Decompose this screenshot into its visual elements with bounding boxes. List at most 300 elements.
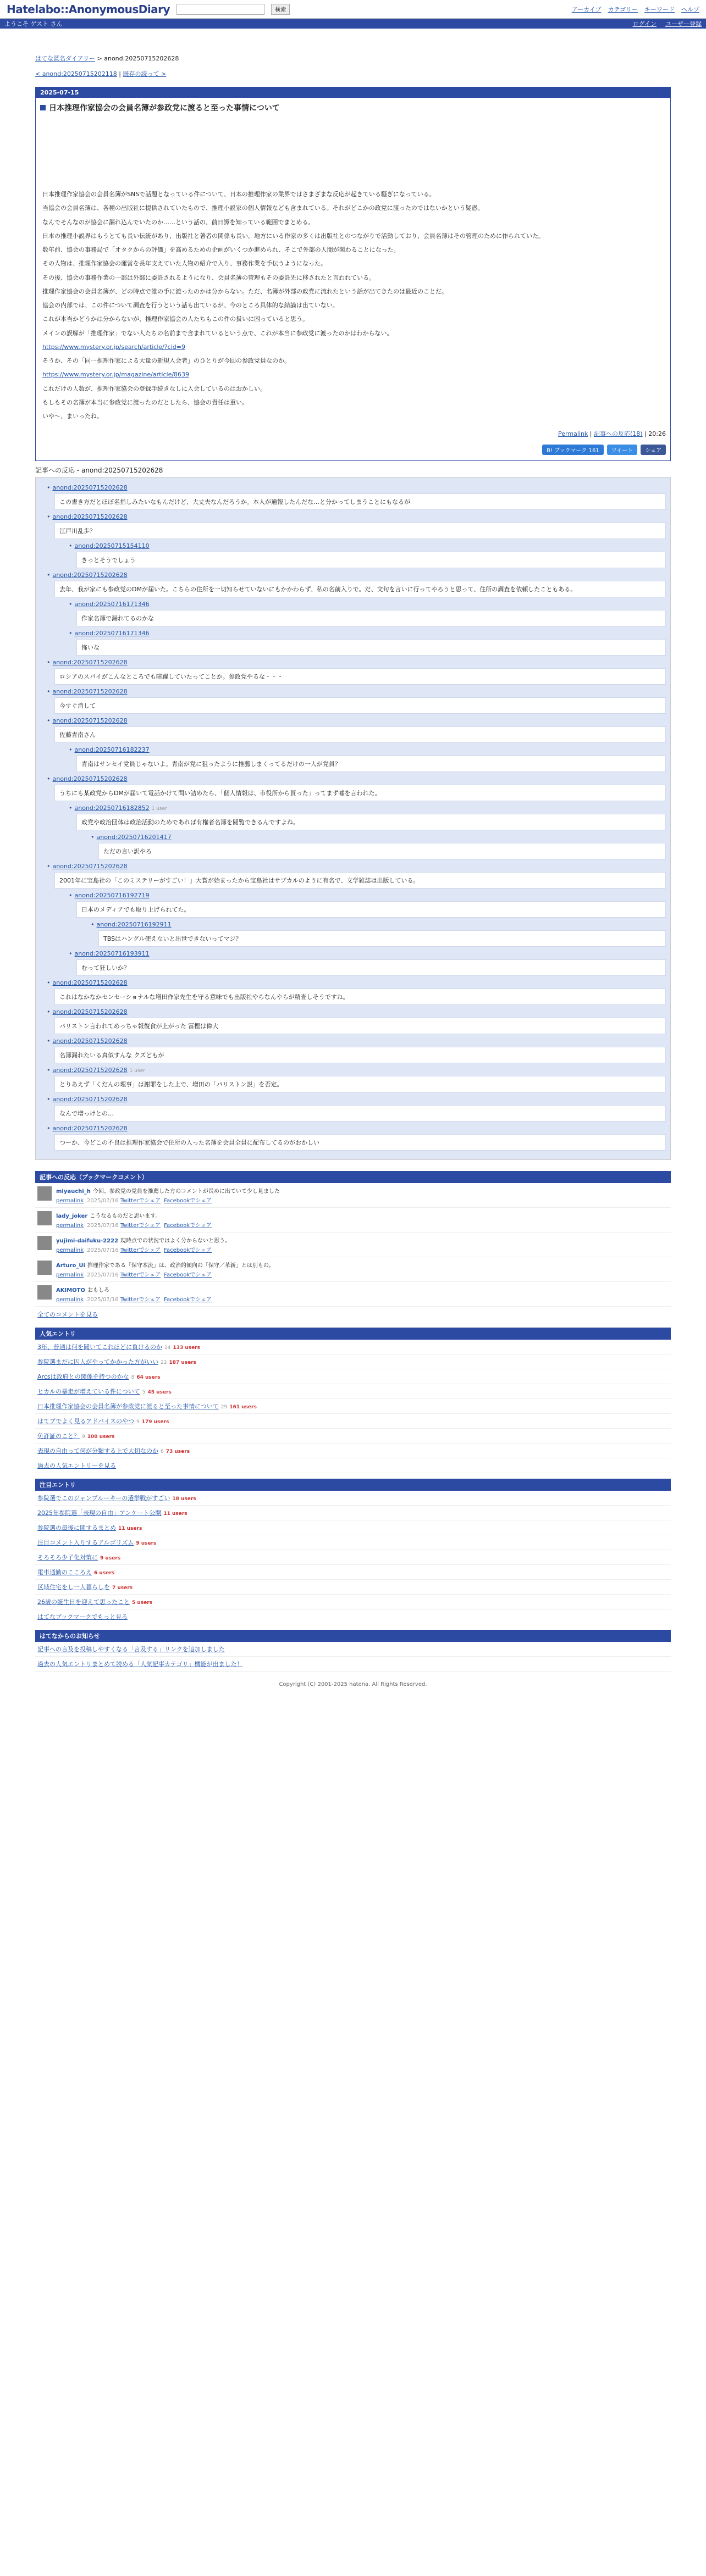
bullet-icon: • [91, 834, 95, 841]
ref-id-link[interactable]: anond:20250715202628 [52, 513, 128, 521]
article-paragraph: その人物は、推理作家協会の運営を長年支えていた人物の紹介で入り、事務作業を手伝うようになった。 [42, 260, 327, 268]
bullet-icon: • [69, 630, 73, 637]
users-badge[interactable]: 11 users [118, 1526, 142, 1532]
ref-id-link[interactable]: anond:20250716171346 [74, 601, 150, 608]
avatar[interactable] [37, 1285, 52, 1300]
entry-link[interactable]: 過去の人気エントリーを見る [37, 1462, 116, 1470]
tweet-button[interactable]: ツイート [607, 445, 638, 455]
bullet-icon: • [69, 542, 73, 550]
entry-item [35, 1520, 671, 1535]
refs-list [35, 477, 671, 1160]
article-date: 2025-07-15 [36, 87, 670, 98]
ref-body: パリストン言われてめっちゃ報復食が上がった 冨樫は偉大 [54, 1018, 666, 1034]
permalink[interactable]: Permalink [558, 430, 588, 438]
ref-id-link[interactable]: anond:20250716182852 [74, 804, 150, 812]
ref-body: とりあえず「くだんの理事」は謝罪をした上で、増田の「パリストン説」を否定。 [54, 1076, 666, 1092]
post-time: 20:26 [648, 430, 666, 438]
refs-heading: 記事への反応 - anond:20250715202628 [35, 467, 163, 475]
next-link[interactable]: 既存の読って > [123, 70, 167, 77]
ref-id-link[interactable]: anond:20250716192911 [96, 921, 172, 929]
ref-item [47, 775, 666, 801]
facebook-share-link[interactable]: Facebookでシェア [164, 1198, 212, 1204]
bullet-icon: • [47, 1096, 51, 1103]
bullet-icon: • [47, 688, 51, 696]
entry-link[interactable]: 2025年参院選「表現の自由」アンケート公開 [37, 1509, 162, 1517]
all-comments-link[interactable]: 全てのコメントを見る [37, 1311, 98, 1319]
ref-id-link[interactable]: anond:20250715202628 [52, 717, 128, 725]
bookmark-content [56, 1285, 215, 1303]
ref-body: 政党や政治団体は政治活動のためであれば有権者名簿を閲覧できるんですよね。 [76, 814, 666, 830]
ref-item [47, 688, 666, 714]
users-badge[interactable]: 161 users [229, 1404, 257, 1411]
news-link[interactable]: 記事への言及を投稿しやすくなる「言及する」リンクを追加しました [37, 1646, 225, 1653]
entry-link[interactable]: 注目コメント入りするアルゴリズム [37, 1539, 134, 1547]
ref-header [47, 979, 666, 986]
breadcrumb-separator: > [95, 55, 104, 62]
news-item [35, 1642, 671, 1657]
comment-count: 8 [131, 1375, 135, 1381]
ref-item [69, 804, 666, 830]
article-body [36, 118, 670, 429]
ref-item [47, 717, 666, 743]
avatar[interactable] [37, 1211, 52, 1225]
ref-id-link[interactable]: anond:20250716171346 [74, 630, 150, 637]
entry-item [35, 1580, 671, 1595]
article-link[interactable]: https://www.mystery.or.jp/magazine/article/8639 [42, 371, 190, 379]
news-item [35, 1657, 671, 1672]
bookmark-item [35, 1183, 671, 1208]
entry-link[interactable]: 参院選の最後に関するまとめ [37, 1524, 116, 1532]
ref-body: 今すぐ消して [54, 697, 666, 714]
square-icon [40, 105, 46, 110]
entry-item [35, 1506, 671, 1520]
welcome-text: ようこそ ゲスト さん [4, 20, 63, 27]
twitter-share-link[interactable]: Twitterでシェア [120, 1297, 161, 1303]
hatena-news-heading: はてなからのお知らせ [35, 1630, 671, 1642]
bullet-icon: • [47, 484, 51, 492]
ref-item [47, 1037, 666, 1063]
site-logo[interactable]: Hatelabo::AnonymousDiary [7, 2, 170, 16]
ref-item [47, 979, 666, 1005]
ref-item [69, 630, 666, 656]
prev-link[interactable]: < anond:20250715202118 [35, 70, 117, 77]
link-keyword[interactable]: キーワード [644, 5, 675, 13]
facebook-share-button[interactable]: シェア [641, 445, 666, 455]
ref-item [69, 950, 666, 976]
ref-item [69, 892, 666, 918]
bookmark-meta [56, 1220, 215, 1229]
ref-id-link[interactable]: anond:20250715202628 [52, 484, 128, 492]
bookmark-date: 2025/07/16 [87, 1198, 119, 1204]
bullet-icon: • [69, 804, 73, 812]
ref-body: 日本のメディアでも取り上げられてた。 [76, 901, 666, 918]
comment-count: 9 [82, 1434, 85, 1440]
breadcrumb [35, 54, 671, 63]
bookmark-date: 2025/07/16 [87, 1297, 119, 1303]
ref-body: 青南はサンセイ党員じゃないよ。青南が党に狙ったように推薦しまくってるだけの一人が党員？ [76, 756, 666, 772]
ref-body: ロシアのスパイがこんなところでも暗躍していたってことか。参政党やるな・・・ [54, 668, 666, 685]
news-link[interactable]: 過去の人気エントリまとめて読める「人気記事カテゴリ」機能が出ました！ [37, 1661, 243, 1668]
bullet-icon: • [47, 1037, 51, 1045]
bookmark-line [56, 1211, 215, 1219]
bookmark-date: 2025/07/16 [87, 1223, 119, 1229]
breadcrumb-home[interactable]: はてな匿名ダイアリー [35, 55, 96, 62]
bookmark-meta [56, 1196, 280, 1204]
ref-body: この書き方だとほぼ名指しみたいなもんだけど、大丈夫なんだろうか。本人が通報したんだな…と分かってしまうことにもなるが [54, 493, 666, 510]
entry-link[interactable]: 表現の自由って何が分類する上で大切なのか [37, 1447, 158, 1455]
users-badge[interactable]: 73 users [166, 1449, 190, 1455]
ref-item [47, 1008, 666, 1034]
bookmark-content [56, 1236, 230, 1253]
article-paragraph: 推理作家協会の会員名簿が、どの時点で誰の手に渡ったのかは分からない。ただ、名簿が外部の政党に流れたという話が出てきたのは最近のことだ。 [42, 287, 448, 295]
article-paragraph: 当協会の会員名簿は、各種の出版社に提供されていたもので、推理小説家の個人情報なども含まれている。それがどこかの政党に渡ったのではないかという疑惑。 [42, 204, 484, 212]
ref-id-link[interactable]: anond:20250715202628 [52, 1096, 128, 1103]
ref-id-link[interactable]: anond:20250715202628 [52, 979, 128, 987]
bookmark-comment: 今回、参政党の党員を推薦した方のコメントが長めに出ていて少し見ました [92, 1189, 280, 1195]
ref-item [69, 746, 666, 772]
bullet-icon: • [47, 1125, 51, 1132]
bookmark-list [35, 1183, 671, 1307]
entry-item [35, 1565, 671, 1580]
entry-link[interactable]: 電車通勤のこころえ [37, 1569, 92, 1576]
bookmark-heading: 記事への反応（ブックマークコメント） [35, 1171, 671, 1183]
users-badge[interactable]: 187 users [169, 1360, 197, 1366]
article-paragraph: これが本当かどうかは分からないが、推理作家協会の人たちもこの件の扱いに困っていると思う。 [42, 315, 308, 323]
user-count: 1 user [129, 1068, 145, 1074]
ref-item [47, 659, 666, 685]
article-paragraph: その後、協会の事務作業の一部は外部に委託されるようになり、会員名簿の管理もその委託先に移されたと言われている。 [42, 274, 375, 281]
article-title [36, 98, 670, 118]
ref-body: 名簿漏れたいる真似すんな クズどもが [54, 1047, 666, 1063]
footer: Copyright (C) 2001-2025 hatena. All Rights Reserved. [279, 1681, 427, 1688]
bullet-icon: • [47, 1008, 51, 1016]
ref-id-link[interactable]: anond:20250715202628 [52, 571, 128, 579]
link-help[interactable]: ヘルプ [681, 5, 699, 13]
avatar[interactable] [37, 1186, 52, 1201]
comment-count: 14 [164, 1345, 171, 1351]
bookmark-item [35, 1233, 671, 1257]
bookmark-comment: おもしろ [87, 1287, 109, 1294]
article-title-text[interactable]: 日本推理作家協会の会員名簿が参政党に渡ると至った事情について [49, 104, 280, 113]
ref-body: 怖いな [76, 639, 666, 656]
share-buttons [36, 442, 670, 460]
users-badge[interactable]: 6 users [94, 1570, 115, 1576]
ref-id-link[interactable]: anond:20250715202628 [52, 1008, 128, 1016]
entry-item [35, 1595, 671, 1609]
ref-header [69, 630, 666, 637]
ref-body: 作家名簿で漏れてるのかな [76, 610, 666, 626]
bookmark-user[interactable]: yujimi-daifuku-2222 [56, 1238, 119, 1245]
entry-item [35, 1550, 671, 1565]
login-link[interactable]: ログイン [632, 20, 657, 27]
article-paragraph: 協会の内部では、この件について調査を行うという話も出ているが、今のところ具体的な結論は出ていない。 [42, 302, 339, 309]
ref-header [69, 746, 666, 753]
entry-item [35, 1444, 671, 1458]
facebook-share-link[interactable]: Facebookでシェア [164, 1297, 212, 1303]
ref-id-link[interactable]: anond:20250715202628 [52, 1037, 128, 1045]
bullet-icon: • [47, 775, 51, 783]
article [35, 87, 671, 461]
bookmark-content [56, 1186, 280, 1204]
entry-item [35, 1429, 671, 1444]
notable-list [35, 1491, 671, 1624]
hatebu-button[interactable]: B! ブックマーク 161 [542, 445, 604, 455]
ref-header [47, 863, 666, 870]
bookmark-item [35, 1282, 671, 1307]
article-paragraph: メインの誤解が「推理作家」でない人たちの名前まで含まれているという点で、これが本当に参政党に渡ったのかはわからない。 [42, 329, 393, 337]
users-badge[interactable]: 7 users [112, 1585, 133, 1591]
ref-body: ただの言い訳やろ [98, 843, 666, 859]
entry-link[interactable]: 参院選でこのジャンプルーキーの選挙戦がすごい [37, 1495, 170, 1502]
ref-item [91, 834, 666, 859]
entry-item [35, 1340, 671, 1354]
ref-body: TBSはハングル使えないと出世できないってマジ？ [98, 930, 666, 947]
bookmark-comment: こうなるものだと思います。 [90, 1213, 161, 1220]
ref-item [69, 542, 666, 568]
ref-item [91, 921, 666, 947]
comment-count: 22 [161, 1360, 167, 1366]
entry-item [35, 1491, 671, 1506]
users-badge[interactable]: 9 users [100, 1556, 121, 1562]
ref-id-link[interactable]: anond:20250716182237 [74, 746, 150, 754]
entry-item [35, 1354, 671, 1369]
bookmark-content [56, 1211, 215, 1229]
comment-count: 29 [220, 1404, 228, 1411]
bookmark-line [56, 1285, 215, 1293]
ref-id-link[interactable]: anond:20250716192719 [74, 892, 150, 900]
article-link[interactable]: https://www.mystery.or.jp/search/article/?cid=9 [42, 343, 185, 351]
twitter-share-link[interactable]: Twitterでシェア [120, 1198, 161, 1204]
facebook-share-link[interactable]: Facebookでシェア [164, 1223, 212, 1229]
ref-id-link[interactable]: anond:20250715202628 [52, 1067, 128, 1074]
pager [35, 69, 671, 78]
user-count: 1 user [151, 806, 167, 812]
entry-item [35, 1369, 671, 1384]
entry-item [35, 1399, 671, 1414]
entry-link[interactable]: はてブでよく見るアドバイスのやつ [37, 1418, 134, 1425]
ref-item [47, 484, 666, 510]
bookmark-permalink[interactable]: permalink [56, 1247, 84, 1254]
bullet-icon: • [47, 979, 51, 987]
ref-id-link[interactable]: anond:20250715202628 [52, 688, 128, 696]
twitter-share-link[interactable]: Twitterでシェア [120, 1223, 161, 1229]
article-paragraph: 日本推理作家協会の会員名簿がSNSで話題となっている件について、日本の推理作家の業界ではさまざまな反応が起きている騒ぎになっている。 [42, 191, 435, 198]
ref-header [47, 571, 666, 579]
ref-item [47, 1067, 666, 1092]
bookmark-line [56, 1261, 274, 1269]
ref-header [47, 1037, 666, 1045]
ref-body: 去年、我が家にも参政党のDMが届いた。こちらの住所を一切知らせていないにもかかわらず、私の名前入りで。だ、文句を言いに行ってやろうと思って、住所の調査を依頼したこともある。 [54, 581, 666, 597]
entry-link[interactable]: Arcsは政府との関係を持つのかな [37, 1373, 129, 1381]
ref-item [47, 1096, 666, 1122]
ref-item [47, 1125, 666, 1151]
entry-item [35, 1384, 671, 1399]
notable-heading: 注目エントリ [35, 1479, 671, 1491]
bookmark-content [56, 1261, 274, 1278]
bookmark-user[interactable]: miyauchi_h [56, 1189, 91, 1195]
popular-heading: 人気エントリ [35, 1328, 671, 1340]
comment-count: 5 [142, 1390, 146, 1396]
hatena-news-list [35, 1642, 671, 1672]
bookmark-user[interactable]: AKIMOTO [56, 1287, 85, 1294]
bookmark-date: 2025/07/16 [87, 1247, 119, 1254]
article-paragraph: 数年前、協会の事務局で「オタクからの評価」を高めるための企画がいくつか進められ、そこで外部の人間が関わることになった。 [42, 246, 400, 253]
register-link[interactable]: ユーザー登録 [665, 20, 702, 27]
bullet-icon: • [69, 950, 73, 958]
bookmark-permalink[interactable]: permalink [56, 1223, 84, 1229]
search-input[interactable] [176, 4, 264, 15]
ref-header [47, 1096, 666, 1103]
bullet-icon: • [47, 1067, 51, 1074]
twitter-share-link[interactable]: Twitterでシェア [120, 1247, 161, 1254]
bookmark-permalink[interactable]: permalink [56, 1272, 84, 1279]
ref-id-link[interactable]: anond:20250716193911 [74, 950, 150, 958]
ref-body: きっとそうでしょう [76, 552, 666, 568]
top-bar [0, 0, 706, 19]
bullet-icon: • [47, 863, 51, 870]
entry-item [35, 1458, 671, 1473]
entry-link[interactable]: 3年、普通は何を聞いてこれほどに負けるのか [37, 1343, 162, 1351]
ref-header [69, 601, 666, 608]
article-paragraph: もしもその名簿が本当に参政党に渡ったのだとしたら、協会の責任は重い。 [42, 398, 248, 406]
bookmark-meta [56, 1295, 215, 1303]
bookmark-comment: 現時点での状況ではよく分からないと思う。 [120, 1238, 231, 1245]
ref-header [47, 1067, 666, 1074]
bullet-icon: • [47, 717, 51, 725]
bookmark-meta [56, 1245, 230, 1253]
link-category[interactable]: カテゴリー [608, 5, 638, 13]
entry-link[interactable]: ヒカルの暴走が増えている件について [37, 1388, 140, 1396]
ref-header [91, 921, 666, 928]
bookmark-meta [56, 1270, 274, 1278]
link-archive[interactable]: アーカイブ [571, 5, 602, 13]
ref-header [47, 513, 666, 520]
ref-header [69, 950, 666, 957]
users-badge[interactable]: 5 users [132, 1600, 153, 1606]
ref-header [47, 717, 666, 724]
entry-link[interactable]: 免許証のこと？ [37, 1433, 80, 1440]
ref-item [47, 513, 666, 539]
ref-body: つーか、今どこの不良は推理作家協会で住所の入った名簿を会員全員に配布してるのがおかしい [54, 1134, 666, 1151]
ref-header [69, 804, 666, 812]
entry-link[interactable]: 区域住宅をし一人暮らしを [37, 1584, 110, 1591]
popular-list [35, 1340, 671, 1473]
users-badge[interactable]: 179 users [141, 1419, 169, 1425]
ref-item [69, 601, 666, 626]
ref-body: なんで増っけとの… [54, 1105, 666, 1122]
entry-item [35, 1535, 671, 1550]
users-badge[interactable]: 9 users [136, 1541, 157, 1547]
ref-header [69, 892, 666, 899]
users-badge[interactable]: 11 users [163, 1511, 187, 1517]
ref-id-link[interactable]: anond:20250715202628 [52, 659, 128, 667]
bookmark-user[interactable]: lady_joker [56, 1213, 88, 1220]
ref-header [47, 775, 666, 782]
comment-count: 9 [136, 1419, 140, 1425]
pager-separator: | [117, 70, 123, 77]
avatar[interactable] [37, 1261, 52, 1275]
article-footer: Permalink | 記事への反応(18) | 20:26 [558, 430, 666, 438]
article-paragraph: 日本の推理小説界はもうとても長い伝統があり、出版社と著者の関係も長い。地方にいる作家の多くは出版社とのつながりで活動しており、会員名簿はその管理のために作られていた。 [42, 232, 544, 240]
bullet-icon: • [69, 892, 73, 900]
ref-body: これはなかなかセンセーショナルな増田作家先生を守る意味でも出版社やらなんやらが精査しそうですね。 [54, 989, 666, 1005]
entry-item [35, 1414, 671, 1429]
article-paragraph: なんでそんなのが協会に漏れ込んでいたのか……という話の、前日譚を知っている範囲でまとめる。 [42, 218, 315, 226]
users-badge[interactable]: 45 users [147, 1390, 172, 1396]
ref-header [47, 659, 666, 666]
bullet-icon: • [69, 746, 73, 754]
ref-header [47, 484, 666, 491]
all-comments [35, 1307, 671, 1322]
ref-header [47, 1008, 666, 1015]
ref-id-link[interactable]: anond:20250716201417 [96, 834, 172, 841]
refs-count-link[interactable]: 記事への反応(18) [594, 430, 643, 438]
comment-count: 6 [161, 1449, 164, 1455]
facebook-share-link[interactable]: Facebookでシェア [164, 1272, 212, 1279]
entry-link[interactable]: 参院選まだに囚人がやってかかった方がいい [37, 1358, 158, 1366]
ref-body: うちにも某政党からDMが届いて電話かけて問い詰めたら、「個人情報は、市役所から貰った」ってまず嘘を言われた。 [54, 785, 666, 801]
facebook-share-link[interactable]: Facebookでシェア [164, 1247, 212, 1254]
entry-link[interactable]: 26歳の誕生日を迎えて思ったこと [37, 1598, 130, 1606]
ref-id-link[interactable]: anond:20250715202628 [52, 863, 128, 870]
bookmark-permalink[interactable]: permalink [56, 1198, 84, 1204]
bookmark-user[interactable]: Arturo_Ui [56, 1263, 85, 1269]
bookmark-line [56, 1186, 280, 1195]
ref-id-link[interactable]: anond:20250715202628 [52, 775, 128, 783]
bullet-icon: • [47, 659, 51, 667]
ref-item [47, 863, 666, 889]
ref-body: 2001年に宝島社の「このミステリーがすごい！」大賞が始まったから宝島社はサブカルのように有名で、文学雑誌は出版している。 [54, 872, 666, 889]
avatar[interactable] [37, 1236, 52, 1250]
ref-body: 佐藤青南さん [54, 726, 666, 743]
users-badge[interactable]: 18 users [172, 1496, 196, 1502]
bullet-icon: • [47, 513, 51, 521]
ref-header [69, 542, 666, 549]
bookmark-item [35, 1208, 671, 1233]
breadcrumb-current: anond:20250715202628 [104, 55, 179, 62]
article-paragraph: いや〜、まいったね。 [42, 413, 103, 420]
bookmark-date: 2025/07/16 [87, 1272, 119, 1279]
users-badge[interactable]: 100 users [87, 1434, 115, 1440]
top-links [572, 5, 699, 14]
ref-header [47, 1125, 666, 1132]
entry-link[interactable]: 日本推理作家協会の会員名簿が参政党に渡ると至った事情について [37, 1403, 219, 1411]
entry-link[interactable]: そろそろ少子化対策に [37, 1554, 98, 1562]
ref-body: むって狂しいか？ [76, 959, 666, 976]
bookmark-item [35, 1257, 671, 1282]
users-badge[interactable]: 133 users [173, 1345, 201, 1351]
bookmark-permalink[interactable]: permalink [56, 1297, 84, 1303]
ref-body: 江戸川乱歩？ [54, 523, 666, 539]
user-bar [0, 19, 706, 29]
article-paragraph: これだけの人数が、推理作家協会の登録手続きなしに入会しているのはおかしい。 [42, 385, 266, 392]
twitter-share-link[interactable]: Twitterでシェア [120, 1272, 161, 1279]
bullet-icon: • [69, 601, 73, 608]
bullet-icon: • [91, 921, 95, 929]
ref-id-link[interactable]: anond:20250715154110 [74, 542, 150, 550]
ref-header [47, 688, 666, 695]
entry-item [35, 1609, 671, 1624]
ref-item [47, 571, 666, 597]
bookmark-line [56, 1236, 230, 1244]
search-button[interactable]: 検索 [271, 4, 290, 15]
users-badge[interactable]: 64 users [136, 1375, 161, 1381]
ref-header [91, 834, 666, 841]
bookmark-comment: 推理作家である「保守本流」は、政治的傾向の「保守／革新」とは別もの。 [87, 1263, 274, 1269]
bullet-icon: • [47, 571, 51, 579]
ref-id-link[interactable]: anond:20250715202628 [52, 1125, 128, 1132]
entry-link[interactable]: はてなブックマークでもっと見る [37, 1613, 128, 1621]
